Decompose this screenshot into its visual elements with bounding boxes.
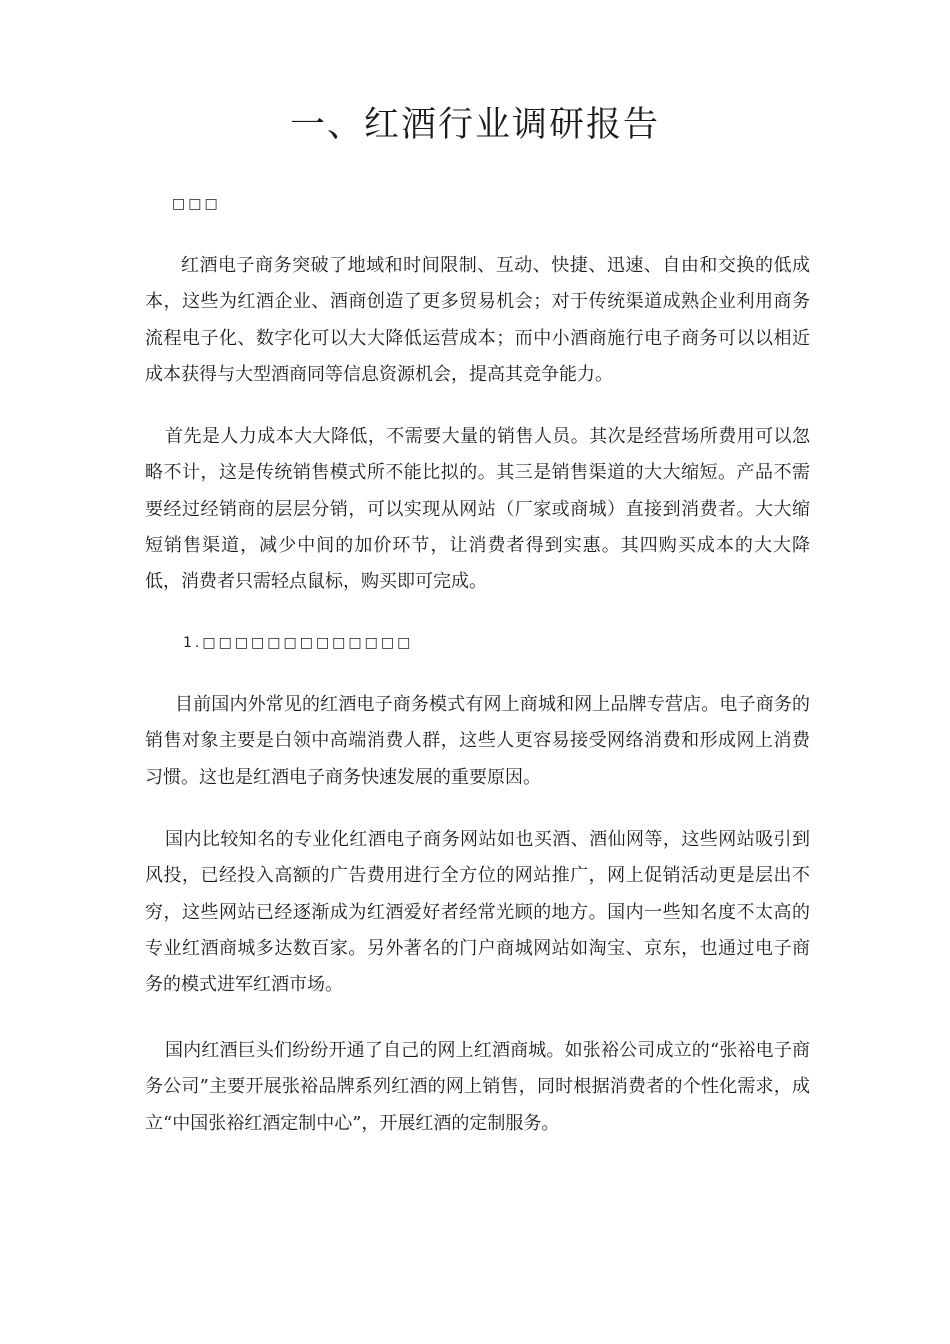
paragraph-2: 首先是人力成本大大降低，不需要大量的销售人员。其次是经营场所费用可以忽略不计，这是传统销售模式所不能比拟的。其三是销售渠道的大大缩短。产品不需要经过经销商的层层分销，可以实现从网站（厂家或商城）直接到消费者。大大缩短销售渠道，减少中间的加价环节，让消费者得到实惠。其四购买成本的大大降低，消费者只需轻点鼠标，购买即可完成。 (145, 426, 810, 593)
paragraph-3: 目前国内外常见的红酒电子商务模式有网上商城和网上品牌专营店。电子商务的销售对象主要是白领中高端消费人群，这些人更容易接受网络消费和形成网上消费习惯。这也是红酒电子商务快速发展的重要原因。 (145, 694, 810, 788)
section-label: □□□ (172, 196, 221, 212)
paragraph-4: 国内比较知名的专业化红酒电子商务网站如也买酒、酒仙网等，这些网站吸引到风投，已经投入高额的广告费用进行全方位的网站推广，网上促销活动更是层出不穷，这些网站已经逐渐成为红酒爱好者经常光顾的地方。国内一些知名度不太高的专业红酒商城多达数百家。另外著名的门户商城网站如淘宝、京东，也通过电子商务的模式进军红酒市场。 (145, 829, 810, 996)
subheading-1: 1.□□□□□□□□□□□□□ (183, 635, 414, 651)
paragraph-1: 红酒电子商务突破了地域和时间限制、互动、快捷、迅速、自由和交换的低成本，这些为红酒企业、酒商创造了更多贸易机会；对于传统渠道成熟企业利用商务流程电子化、数字化可以大大降低运营成本；而中小酒商施行电子商务可以以相近成本获得与大型酒商同等信息资源机会，提高其竞争能力。 (145, 255, 810, 385)
paragraph-5: 国内红酒巨头们纷纷开通了自己的网上红酒商城。如张裕公司成立的“张裕电子商务公司”主要开展张裕品牌系列红酒的网上销售，同时根据消费者的个性化需求，成立“中国张裕红酒定制中心”，开展红酒的定制服务。 (145, 1040, 810, 1134)
document-title: 一、红酒行业调研报告 (289, 105, 660, 145)
